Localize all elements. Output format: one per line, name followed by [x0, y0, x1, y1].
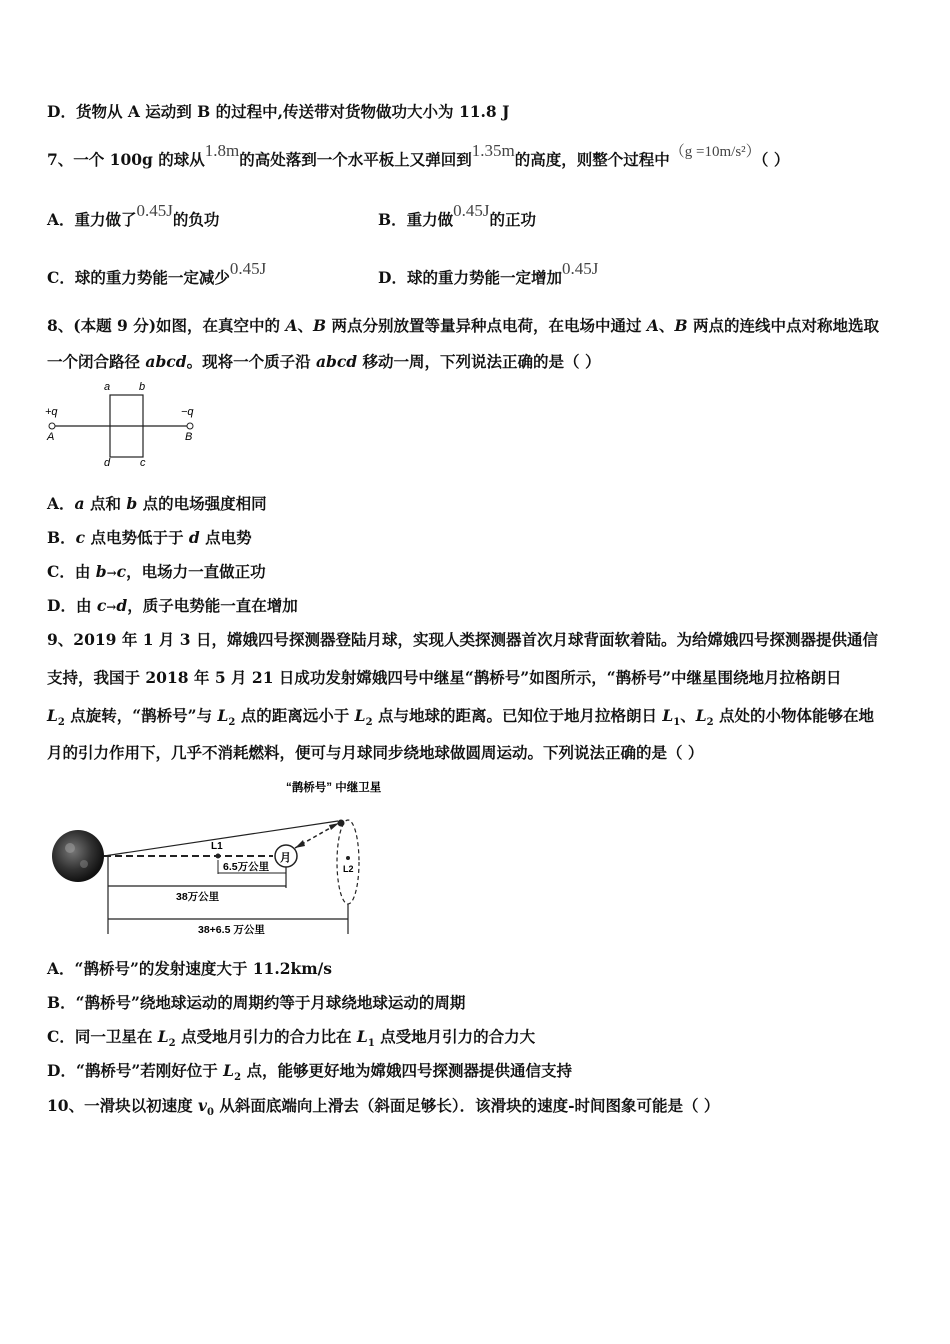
q7-h2: 1.35m: [471, 141, 515, 160]
q9-sub: 2: [365, 717, 373, 729]
opt-var: L: [356, 1027, 368, 1046]
q8-text: 、: [297, 316, 313, 335]
satellite-label: “鹊桥号” 中继卫星: [286, 782, 382, 794]
q10-stem: [47, 1096, 719, 1123]
q7-g: （g =10m/s²）: [669, 144, 761, 160]
q7-option-b-suffix: 的正功: [489, 210, 536, 229]
corner-b-label: b: [139, 381, 146, 393]
point-a-label: A: [47, 431, 55, 443]
opt-var: d: [188, 528, 200, 547]
q8-text: 两点分别放置等量异种点电荷，在电场中通过: [326, 316, 647, 335]
minus-q-label: −q: [181, 406, 194, 418]
q8-option-d: [47, 596, 298, 617]
opt-text: D．“鹊桥号”若刚好位于: [47, 1061, 224, 1080]
opt-var: a: [74, 494, 85, 513]
q8-text: 移动一周，下列说法正确的是（ ）: [357, 352, 601, 371]
q7-option-d-value: 0.45J: [561, 259, 599, 278]
opt-var: L: [157, 1027, 169, 1046]
moon-label: 月: [280, 852, 291, 864]
q7-h1: 1.8m: [204, 141, 240, 160]
opt-text: C．同一卫星在: [47, 1027, 158, 1046]
q7-option-a-label: A．重力做了: [47, 210, 137, 229]
opt-var: c: [116, 562, 127, 581]
charge-a-point: [49, 423, 55, 429]
q7-option-c-value: 0.45J: [229, 259, 267, 278]
q9-stem-line2: 支持，我国于 2018 年 5 月 21 日成功发射嫦娥四号中继星“鹊桥号”如图所示，“鹊桥号”中继星围绕地月拉格朗日: [47, 668, 842, 687]
opt-text: 点电势: [199, 528, 252, 547]
q9-text: 、: [680, 706, 696, 725]
q7-option-a-suffix: 的负功: [172, 210, 220, 229]
q8-text: 。现将一个质子沿: [186, 352, 316, 371]
corner-d-label: d: [104, 457, 111, 469]
q8-var: abcd: [315, 352, 358, 371]
q7-stem: [47, 141, 790, 171]
l2-point: [346, 856, 350, 860]
opt-sub: 2: [234, 1072, 242, 1084]
distance-6-5-label: 6.5万公里: [223, 861, 270, 873]
earth-detail: [65, 843, 75, 853]
opt-var: c: [75, 528, 86, 547]
opt-text: ，质子电势能一直在增加: [127, 596, 298, 615]
q9-figure: [48, 776, 408, 941]
q9-option-b: B．“鹊桥号”绕地球运动的周期约等于月球绕地球运动的周期: [47, 993, 466, 1012]
halo-orbit: [337, 820, 359, 904]
distance-44-5-label: 38+6.5 万公里: [198, 924, 265, 936]
q8-text: 一个闭合路径: [47, 352, 146, 371]
plus-q-label: +q: [45, 406, 58, 418]
opt-pre: B．: [47, 528, 76, 547]
l1-label: L1: [211, 841, 223, 852]
opt-var: b: [126, 494, 138, 513]
q8-stem-line2: [47, 352, 600, 372]
opt-text: 点，能够更好地为嫦娥四号探测器提供通信支持: [241, 1061, 572, 1080]
q9-stem-line4: 月的引力作用下，几乎不消耗燃料，便可与月球同步绕地球做圆周运动。下列说法正确的是（ ）: [47, 743, 704, 762]
q7-option-d-label: D．球的重力势能一定增加: [378, 268, 562, 287]
opt-sub: 1: [367, 1038, 375, 1050]
q7-mid1: 的高处落到一个水平板上又弹回到: [239, 150, 472, 169]
q8-var: abcd: [145, 352, 187, 371]
earth-icon: [52, 830, 104, 882]
corner-a-label: a: [104, 381, 111, 393]
arrow-head: [329, 823, 339, 830]
opt-var: L: [223, 1061, 235, 1080]
q8-var: A: [646, 316, 659, 335]
q9-option-a: A．“鹊桥号”的发射速度大于 11.2km/s: [47, 959, 333, 978]
q9-var: L: [354, 706, 366, 725]
point-b-label: B: [185, 431, 193, 443]
q9-var: L: [47, 706, 58, 725]
q8-stem-line1: [47, 316, 879, 336]
q6-option-d: D．货物从 A 运动到 B 的过程中,传送带对货物做功大小为 11.8 J: [47, 102, 510, 121]
q7-option-b-value: 0.45J: [453, 201, 490, 220]
satellite-icon: [338, 820, 345, 827]
q8-option-a: [47, 494, 267, 514]
q9-option-c: [47, 1027, 535, 1054]
l2-label: L2: [343, 864, 354, 874]
q7-option-a: [47, 201, 220, 230]
opt-var: b: [95, 562, 107, 581]
q9-stem-line1: 9、2019 年 1 月 3 日，嫦娥四号探测器登陆月球，实现人类探测器首次月球背面软着陆。为给嫦娥四号探测器提供通信: [47, 630, 878, 649]
q9-text: 点的距离远小于: [235, 706, 355, 725]
q7-option-d: [378, 259, 599, 288]
q8-text: 两点的连线中点对称地选取: [687, 316, 879, 335]
q10-sub: 0: [206, 1107, 214, 1119]
q10-text: 10、一滑块以初速度: [47, 1096, 198, 1115]
opt-var: c: [96, 596, 107, 615]
q7-option-c-label: C．球的重力势能一定减少: [47, 268, 230, 287]
q7-prefix: 7、一个 100g 的球从: [47, 150, 205, 169]
q9-sub: 2: [706, 717, 714, 729]
opt-pre: C．由: [47, 562, 96, 581]
q9-sub: 1: [673, 717, 681, 729]
corner-c-label: c: [140, 457, 146, 469]
q8-option-b: [47, 528, 252, 548]
q9-option-d: [47, 1061, 572, 1088]
charge-b-point: [187, 423, 193, 429]
distance-38-label: 38万公里: [176, 891, 220, 903]
q9-text: 点旋转，“鹊桥号”与: [64, 706, 218, 725]
q9-var: L: [662, 706, 674, 725]
l1-point: [216, 854, 221, 859]
earth-detail: [80, 860, 88, 868]
q10-var: v: [197, 1096, 207, 1115]
opt-text: 点和: [84, 494, 127, 513]
opt-text: ，电场力一直做正功: [126, 562, 266, 581]
q7-option-a-value: 0.45J: [136, 201, 173, 220]
q8-var: A: [285, 316, 298, 335]
q8-var: B: [312, 316, 327, 335]
q8-text: 8、(本题 9 分)如图，在真空中的: [47, 316, 286, 335]
opt-arrow: →: [106, 566, 117, 580]
opt-text: 点受地月引力的合力大: [374, 1027, 536, 1046]
q9-sub: 2: [57, 717, 65, 729]
q7-paren: （ ）: [760, 150, 790, 169]
opt-text: 点电势低于于: [85, 528, 189, 547]
q9-sub: 2: [228, 717, 236, 729]
q9-stem-line3: [47, 706, 874, 733]
q9-var: L: [217, 706, 229, 725]
q9-var: L: [695, 706, 707, 725]
opt-pre: D．由: [47, 596, 97, 615]
q9-text: 点处的小物体能够在地: [713, 706, 875, 725]
q7-option-b-label: B．重力做: [378, 210, 454, 229]
q8-option-c: [47, 562, 266, 583]
opt-text: 点受地月引力的合力比在: [175, 1027, 357, 1046]
q8-var: B: [674, 316, 688, 335]
q7-mid2: 的高度，则整个过程中: [514, 150, 670, 169]
opt-var: d: [116, 596, 128, 615]
opt-arrow: →: [106, 600, 117, 614]
q8-figure: [40, 378, 210, 470]
opt-sub: 2: [168, 1038, 176, 1050]
opt-pre: A．: [47, 494, 75, 513]
q7-option-b: [378, 201, 536, 230]
opt-text: 点的电场强度相同: [137, 494, 267, 513]
q7-option-c: [47, 259, 267, 288]
arrow-head: [295, 840, 305, 848]
q8-text: 、: [658, 316, 675, 335]
q10-text: 从斜面底端向上滑去（斜面足够长）．该滑块的速度-时间图象可能是（ ）: [213, 1096, 720, 1115]
q9-text: 点与地球的距离。已知位于地月拉格朗日: [372, 706, 663, 725]
